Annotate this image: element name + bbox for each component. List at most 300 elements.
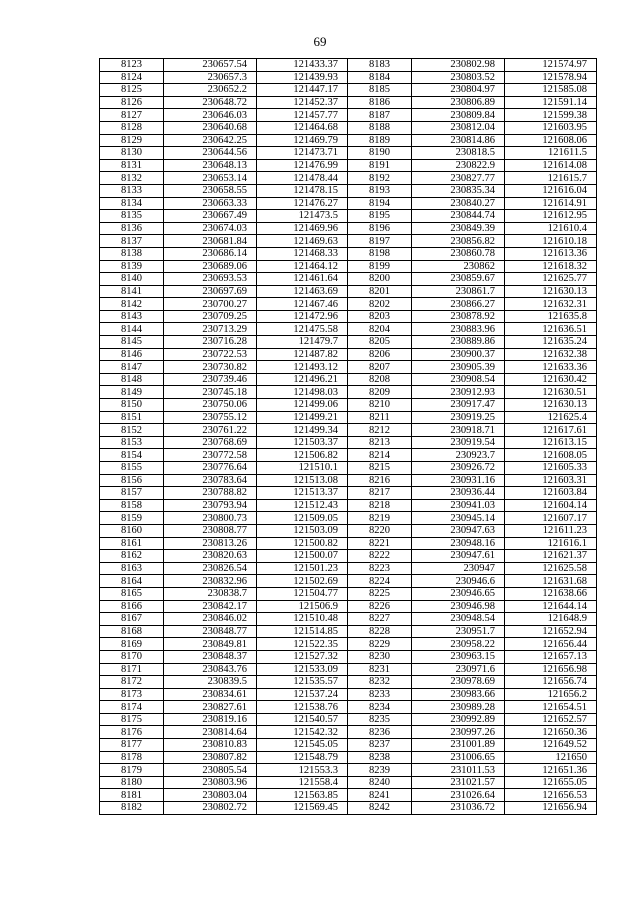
y-coordinate-cell: 121504.77	[257, 587, 348, 600]
y-coordinate-cell: 121473.71	[257, 147, 348, 160]
x-coordinate-cell: 230846.02	[164, 613, 257, 626]
point-number-cell: 8159	[100, 512, 164, 525]
point-number-cell: 8204	[348, 323, 412, 336]
point-number-cell: 8205	[348, 336, 412, 349]
table-row	[100, 361, 597, 374]
y-coordinate-cell: 121478.15	[257, 184, 348, 197]
table-row	[100, 348, 597, 361]
x-coordinate-cell: 230834.61	[164, 688, 257, 701]
point-number-cell: 8220	[348, 524, 412, 537]
x-coordinate-cell: 230663.33	[164, 197, 257, 210]
point-number-cell: 8173	[100, 688, 164, 701]
y-coordinate-cell: 121545.05	[257, 739, 348, 752]
y-coordinate-cell: 121457.77	[257, 109, 348, 122]
y-coordinate-cell: 121630.42	[505, 373, 597, 386]
point-number-cell: 8158	[100, 499, 164, 512]
table-row	[100, 726, 597, 739]
point-number-cell: 8151	[100, 411, 164, 424]
x-coordinate-cell: 230848.77	[164, 625, 257, 638]
point-number-cell: 8199	[348, 260, 412, 273]
y-coordinate-cell: 121616.1	[505, 537, 597, 550]
x-coordinate-cell: 230905.39	[412, 361, 505, 374]
point-number-cell: 8206	[348, 348, 412, 361]
point-number-cell: 8148	[100, 373, 164, 386]
x-coordinate-cell: 230776.64	[164, 462, 257, 475]
x-coordinate-cell: 231006.65	[412, 751, 505, 764]
y-coordinate-cell: 121635.8	[505, 310, 597, 323]
y-coordinate-cell: 121656.53	[505, 789, 597, 802]
point-number-cell: 8183	[348, 59, 412, 72]
y-coordinate-cell: 121479.7	[257, 336, 348, 349]
y-coordinate-cell: 121500.07	[257, 550, 348, 563]
x-coordinate-cell: 230856.82	[412, 235, 505, 248]
x-coordinate-cell: 231001.89	[412, 739, 505, 752]
x-coordinate-cell: 230689.06	[164, 260, 257, 273]
table-row	[100, 71, 597, 84]
y-coordinate-cell: 121472.96	[257, 310, 348, 323]
point-number-cell: 8170	[100, 650, 164, 663]
point-number-cell: 8212	[348, 424, 412, 437]
table-row	[100, 688, 597, 701]
x-coordinate-cell: 230819.16	[164, 713, 257, 726]
point-number-cell: 8156	[100, 474, 164, 487]
point-number-cell: 8233	[348, 688, 412, 701]
point-number-cell: 8134	[100, 197, 164, 210]
y-coordinate-cell: 121614.91	[505, 197, 597, 210]
point-number-cell: 8139	[100, 260, 164, 273]
y-coordinate-cell: 121608.05	[505, 449, 597, 462]
point-number-cell: 8195	[348, 210, 412, 223]
point-number-cell: 8193	[348, 184, 412, 197]
x-coordinate-cell: 230809.84	[412, 109, 505, 122]
y-coordinate-cell: 121632.31	[505, 298, 597, 311]
y-coordinate-cell: 121613.15	[505, 436, 597, 449]
x-coordinate-cell: 230923.7	[412, 449, 505, 462]
x-coordinate-cell: 230839.5	[164, 676, 257, 689]
point-number-cell: 8123	[100, 59, 164, 72]
table-row	[100, 399, 597, 412]
point-number-cell: 8152	[100, 424, 164, 437]
y-coordinate-cell: 121461.64	[257, 273, 348, 286]
x-coordinate-cell: 230946.65	[412, 587, 505, 600]
x-coordinate-cell: 230827.61	[164, 701, 257, 714]
y-coordinate-cell: 121618.32	[505, 260, 597, 273]
y-coordinate-cell: 121657.13	[505, 650, 597, 663]
point-number-cell: 8190	[348, 147, 412, 160]
x-coordinate-cell: 230693.53	[164, 273, 257, 286]
y-coordinate-cell: 121574.97	[505, 59, 597, 72]
table-row	[100, 273, 597, 286]
y-coordinate-cell: 121656.2	[505, 688, 597, 701]
x-coordinate-cell: 230648.13	[164, 159, 257, 172]
x-coordinate-cell: 230889.86	[412, 336, 505, 349]
point-number-cell: 8179	[100, 764, 164, 777]
table-row	[100, 550, 597, 563]
point-number-cell: 8186	[348, 96, 412, 109]
y-coordinate-cell: 121476.27	[257, 197, 348, 210]
x-coordinate-cell: 230745.18	[164, 386, 257, 399]
point-number-cell: 8214	[348, 449, 412, 462]
point-number-cell: 8222	[348, 550, 412, 563]
y-coordinate-cell: 121631.68	[505, 575, 597, 588]
x-coordinate-cell: 230849.39	[412, 222, 505, 235]
y-coordinate-cell: 121655.05	[505, 776, 597, 789]
x-coordinate-cell: 230814.86	[412, 134, 505, 147]
y-coordinate-cell: 121616.04	[505, 184, 597, 197]
point-number-cell: 8131	[100, 159, 164, 172]
table-row	[100, 210, 597, 223]
table-row	[100, 751, 597, 764]
point-number-cell: 8216	[348, 474, 412, 487]
point-number-cell: 8141	[100, 285, 164, 298]
y-coordinate-cell: 121540.57	[257, 713, 348, 726]
y-coordinate-cell: 121603.31	[505, 474, 597, 487]
point-number-cell: 8177	[100, 739, 164, 752]
point-number-cell: 8154	[100, 449, 164, 462]
point-number-cell: 8241	[348, 789, 412, 802]
y-coordinate-cell: 121585.08	[505, 84, 597, 97]
table-row	[100, 411, 597, 424]
table-row	[100, 562, 597, 575]
y-coordinate-cell: 121499.34	[257, 424, 348, 437]
table-row	[100, 336, 597, 349]
x-coordinate-cell: 230648.72	[164, 96, 257, 109]
y-coordinate-cell: 121469.63	[257, 235, 348, 248]
x-coordinate-cell: 230947	[412, 562, 505, 575]
y-coordinate-cell: 121548.79	[257, 751, 348, 764]
x-coordinate-cell: 230646.03	[164, 109, 257, 122]
point-number-cell: 8210	[348, 399, 412, 412]
point-number-cell: 8230	[348, 650, 412, 663]
point-number-cell: 8196	[348, 222, 412, 235]
y-coordinate-cell: 121611.23	[505, 524, 597, 537]
table-row	[100, 701, 597, 714]
x-coordinate-cell: 230807.82	[164, 751, 257, 764]
table-row	[100, 247, 597, 260]
y-coordinate-cell: 121464.68	[257, 121, 348, 134]
y-coordinate-cell: 121475.58	[257, 323, 348, 336]
x-coordinate-cell: 230681.84	[164, 235, 257, 248]
x-coordinate-cell: 230802.98	[412, 59, 505, 72]
y-coordinate-cell: 121605.33	[505, 462, 597, 475]
table-row	[100, 260, 597, 273]
y-coordinate-cell: 121630.13	[505, 399, 597, 412]
y-coordinate-cell: 121433.37	[257, 59, 348, 72]
x-coordinate-cell: 230803.04	[164, 789, 257, 802]
point-number-cell: 8207	[348, 361, 412, 374]
point-number-cell: 8126	[100, 96, 164, 109]
point-number-cell: 8228	[348, 625, 412, 638]
x-coordinate-cell: 230814.64	[164, 726, 257, 739]
y-coordinate-cell: 121506.9	[257, 600, 348, 613]
y-coordinate-cell: 121468.33	[257, 247, 348, 260]
x-coordinate-cell: 230951.7	[412, 625, 505, 638]
x-coordinate-cell: 230827.77	[412, 172, 505, 185]
table-row	[100, 386, 597, 399]
y-coordinate-cell: 121599.38	[505, 109, 597, 122]
table-row	[100, 638, 597, 651]
table-row	[100, 172, 597, 185]
y-coordinate-cell: 121493.12	[257, 361, 348, 374]
point-number-cell: 8165	[100, 587, 164, 600]
point-number-cell: 8182	[100, 802, 164, 815]
point-number-cell: 8189	[348, 134, 412, 147]
x-coordinate-cell: 230832.96	[164, 575, 257, 588]
point-number-cell: 8187	[348, 109, 412, 122]
x-coordinate-cell: 230808.77	[164, 524, 257, 537]
x-coordinate-cell: 230840.27	[412, 197, 505, 210]
x-coordinate-cell: 230697.69	[164, 285, 257, 298]
x-coordinate-cell: 230849.81	[164, 638, 257, 651]
point-number-cell: 8169	[100, 638, 164, 651]
x-coordinate-cell: 230835.34	[412, 184, 505, 197]
point-number-cell: 8175	[100, 713, 164, 726]
x-coordinate-cell: 230931.16	[412, 474, 505, 487]
x-coordinate-cell: 230768.69	[164, 436, 257, 449]
x-coordinate-cell: 230658.55	[164, 184, 257, 197]
y-coordinate-cell: 121510.1	[257, 462, 348, 475]
point-number-cell: 8237	[348, 739, 412, 752]
x-coordinate-cell: 230783.64	[164, 474, 257, 487]
x-coordinate-cell: 230983.66	[412, 688, 505, 701]
point-number-cell: 8133	[100, 184, 164, 197]
y-coordinate-cell: 121652.57	[505, 713, 597, 726]
y-coordinate-cell: 121542.32	[257, 726, 348, 739]
y-coordinate-cell: 121625.77	[505, 273, 597, 286]
y-coordinate-cell: 121535.57	[257, 676, 348, 689]
table-row	[100, 222, 597, 235]
point-number-cell: 8174	[100, 701, 164, 714]
point-number-cell: 8145	[100, 336, 164, 349]
x-coordinate-cell: 230722.53	[164, 348, 257, 361]
point-number-cell: 8144	[100, 323, 164, 336]
y-coordinate-cell: 121604.14	[505, 499, 597, 512]
x-coordinate-cell: 230709.25	[164, 310, 257, 323]
y-coordinate-cell: 121500.82	[257, 537, 348, 550]
y-coordinate-cell: 121527.32	[257, 650, 348, 663]
y-coordinate-cell: 121591.14	[505, 96, 597, 109]
x-coordinate-cell: 230820.63	[164, 550, 257, 563]
x-coordinate-cell: 230997.26	[412, 726, 505, 739]
point-number-cell: 8124	[100, 71, 164, 84]
x-coordinate-cell: 231036.72	[412, 802, 505, 815]
x-coordinate-cell: 230772.58	[164, 449, 257, 462]
point-number-cell: 8166	[100, 600, 164, 613]
x-coordinate-cell: 230803.96	[164, 776, 257, 789]
table-row	[100, 512, 597, 525]
x-coordinate-cell: 230686.14	[164, 247, 257, 260]
y-coordinate-cell: 121503.09	[257, 524, 348, 537]
y-coordinate-cell: 121439.93	[257, 71, 348, 84]
table-row	[100, 197, 597, 210]
point-number-cell: 8242	[348, 802, 412, 815]
x-coordinate-cell: 230883.96	[412, 323, 505, 336]
x-coordinate-cell: 231011.53	[412, 764, 505, 777]
x-coordinate-cell: 230657.3	[164, 71, 257, 84]
x-coordinate-cell: 231021.57	[412, 776, 505, 789]
point-number-cell: 8137	[100, 235, 164, 248]
table-row	[100, 323, 597, 336]
point-number-cell: 8238	[348, 751, 412, 764]
table-row	[100, 96, 597, 109]
y-coordinate-cell: 121464.12	[257, 260, 348, 273]
y-coordinate-cell: 121452.37	[257, 96, 348, 109]
point-number-cell: 8143	[100, 310, 164, 323]
point-number-cell: 8208	[348, 373, 412, 386]
point-number-cell: 8221	[348, 537, 412, 550]
point-number-cell: 8217	[348, 487, 412, 500]
table-row	[100, 613, 597, 626]
y-coordinate-cell: 121603.84	[505, 487, 597, 500]
point-number-cell: 8236	[348, 726, 412, 739]
x-coordinate-cell: 230917.47	[412, 399, 505, 412]
table-row	[100, 789, 597, 802]
point-number-cell: 8200	[348, 273, 412, 286]
x-coordinate-cell: 230822.9	[412, 159, 505, 172]
x-coordinate-cell: 230900.37	[412, 348, 505, 361]
point-number-cell: 8194	[348, 197, 412, 210]
y-coordinate-cell: 121625.4	[505, 411, 597, 424]
table-row	[100, 575, 597, 588]
y-coordinate-cell: 121569.45	[257, 802, 348, 815]
y-coordinate-cell: 121610.18	[505, 235, 597, 248]
x-coordinate-cell: 230810.83	[164, 739, 257, 752]
y-coordinate-cell: 121651.36	[505, 764, 597, 777]
x-coordinate-cell: 230642.25	[164, 134, 257, 147]
point-number-cell: 8167	[100, 613, 164, 626]
y-coordinate-cell: 121648.9	[505, 613, 597, 626]
point-number-cell: 8227	[348, 613, 412, 626]
y-coordinate-cell: 121633.36	[505, 361, 597, 374]
point-number-cell: 8125	[100, 84, 164, 97]
point-number-cell: 8146	[100, 348, 164, 361]
point-number-cell: 8178	[100, 751, 164, 764]
point-number-cell: 8192	[348, 172, 412, 185]
table-row	[100, 524, 597, 537]
point-number-cell: 8150	[100, 399, 164, 412]
x-coordinate-cell: 230755.12	[164, 411, 257, 424]
point-number-cell: 8231	[348, 663, 412, 676]
y-coordinate-cell: 121522.35	[257, 638, 348, 651]
point-number-cell: 8181	[100, 789, 164, 802]
y-coordinate-cell: 121499.21	[257, 411, 348, 424]
x-coordinate-cell: 230813.26	[164, 537, 257, 550]
table-row	[100, 424, 597, 437]
table-row	[100, 499, 597, 512]
table-row	[100, 147, 597, 160]
y-coordinate-cell: 121615.7	[505, 172, 597, 185]
point-number-cell: 8171	[100, 663, 164, 676]
point-number-cell: 8168	[100, 625, 164, 638]
x-coordinate-cell: 230945.14	[412, 512, 505, 525]
x-coordinate-cell: 230860.78	[412, 247, 505, 260]
point-number-cell: 8203	[348, 310, 412, 323]
table-row	[100, 713, 597, 726]
y-coordinate-cell: 121656.94	[505, 802, 597, 815]
x-coordinate-cell: 230657.54	[164, 59, 257, 72]
y-coordinate-cell: 121656.44	[505, 638, 597, 651]
point-number-cell: 8140	[100, 273, 164, 286]
x-coordinate-cell: 230826.54	[164, 562, 257, 575]
y-coordinate-cell: 121656.98	[505, 663, 597, 676]
x-coordinate-cell: 231026.64	[412, 789, 505, 802]
table-row	[100, 134, 597, 147]
table-row	[100, 776, 597, 789]
table-row	[100, 310, 597, 323]
table-row	[100, 159, 597, 172]
y-coordinate-cell: 121509.05	[257, 512, 348, 525]
point-number-cell: 8226	[348, 600, 412, 613]
point-number-cell: 8129	[100, 134, 164, 147]
y-coordinate-cell: 121654.51	[505, 701, 597, 714]
x-coordinate-cell: 230989.28	[412, 701, 505, 714]
x-coordinate-cell: 230843.76	[164, 663, 257, 676]
x-coordinate-cell: 230947.63	[412, 524, 505, 537]
table-row	[100, 184, 597, 197]
point-number-cell: 8162	[100, 550, 164, 563]
y-coordinate-cell: 121503.37	[257, 436, 348, 449]
y-coordinate-cell: 121635.24	[505, 336, 597, 349]
x-coordinate-cell: 230739.46	[164, 373, 257, 386]
x-coordinate-cell: 230946.6	[412, 575, 505, 588]
y-coordinate-cell: 121487.82	[257, 348, 348, 361]
table-row	[100, 487, 597, 500]
table-row	[100, 462, 597, 475]
point-number-cell: 8188	[348, 121, 412, 134]
x-coordinate-cell: 230674.03	[164, 222, 257, 235]
x-coordinate-cell: 230912.93	[412, 386, 505, 399]
y-coordinate-cell: 121512.43	[257, 499, 348, 512]
y-coordinate-cell: 121608.06	[505, 134, 597, 147]
point-number-cell: 8160	[100, 524, 164, 537]
y-coordinate-cell: 121558.4	[257, 776, 348, 789]
point-number-cell: 8223	[348, 562, 412, 575]
table-row	[100, 625, 597, 638]
point-number-cell: 8164	[100, 575, 164, 588]
x-coordinate-cell: 230653.14	[164, 172, 257, 185]
x-coordinate-cell: 230716.28	[164, 336, 257, 349]
x-coordinate-cell: 230750.06	[164, 399, 257, 412]
table-row	[100, 663, 597, 676]
point-number-cell: 8229	[348, 638, 412, 651]
point-number-cell: 8191	[348, 159, 412, 172]
y-coordinate-cell: 121630.51	[505, 386, 597, 399]
y-coordinate-cell: 121613.36	[505, 247, 597, 260]
table-row	[100, 373, 597, 386]
point-number-cell: 8176	[100, 726, 164, 739]
point-number-cell: 8132	[100, 172, 164, 185]
point-number-cell: 8172	[100, 676, 164, 689]
point-number-cell: 8185	[348, 84, 412, 97]
x-coordinate-cell: 230842.17	[164, 600, 257, 613]
x-coordinate-cell: 230802.72	[164, 802, 257, 815]
table-row	[100, 802, 597, 815]
coordinates-table-body	[100, 59, 597, 815]
y-coordinate-cell: 121473.5	[257, 210, 348, 223]
point-number-cell: 8225	[348, 587, 412, 600]
y-coordinate-cell: 121501.23	[257, 562, 348, 575]
y-coordinate-cell: 121630.13	[505, 285, 597, 298]
page-number: 69	[313, 34, 327, 49]
y-coordinate-cell: 121496.21	[257, 373, 348, 386]
point-number-cell: 8240	[348, 776, 412, 789]
point-number-cell: 8234	[348, 701, 412, 714]
x-coordinate-cell: 230908.54	[412, 373, 505, 386]
table-row	[100, 285, 597, 298]
point-number-cell: 8215	[348, 462, 412, 475]
point-number-cell: 8149	[100, 386, 164, 399]
y-coordinate-cell: 121538.76	[257, 701, 348, 714]
